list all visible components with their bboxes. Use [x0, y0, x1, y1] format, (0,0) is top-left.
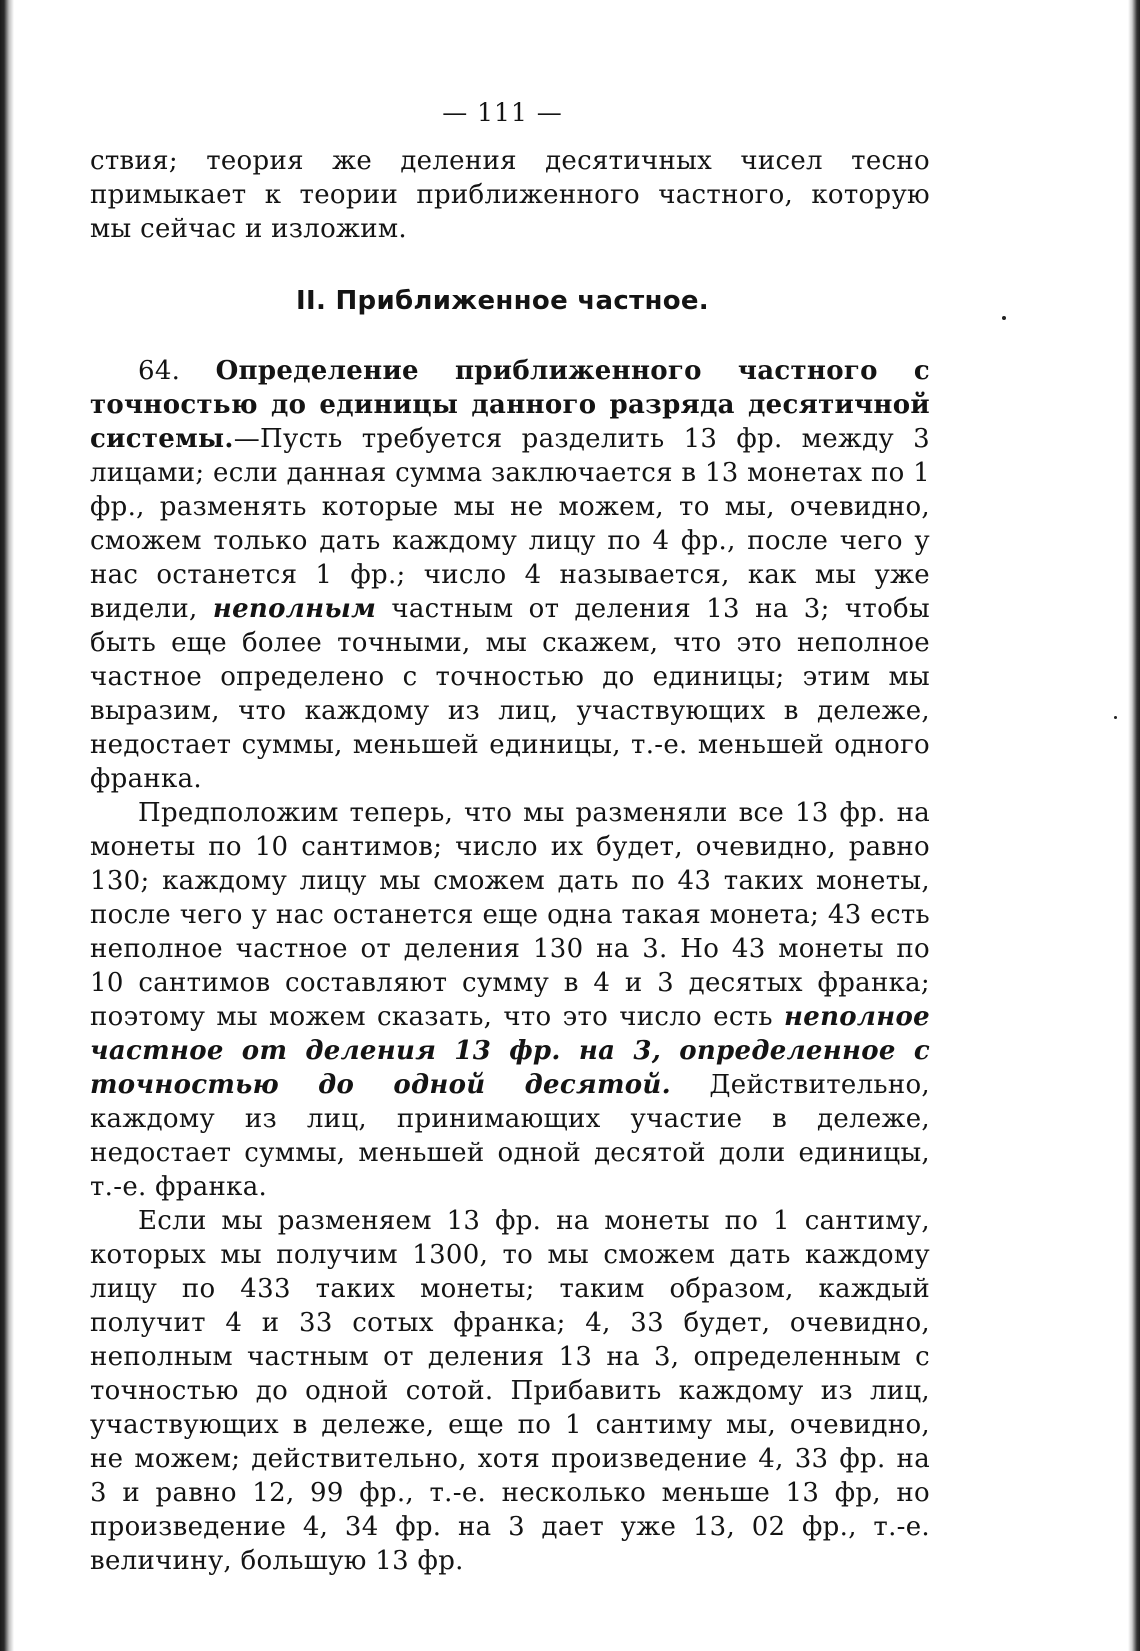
scan-edge-left: [0, 0, 14, 1651]
section-title: II. Приближенное частное.: [296, 286, 709, 316]
scan-speck: [1002, 316, 1006, 320]
section-body: [90, 354, 930, 1578]
paragraph-heading: Определение приближенного частного с точностью до единицы данного разряда десятичной системы.: [90, 356, 930, 454]
intro-paragraph: ствия; теория же деления десятичных чисел тесно примыкает к теории приближенного частного, которую мы сейчас и изложим.: [90, 146, 930, 244]
paragraph-text: Действительно, каждому из лиц, принимающих участие в дележе, недостает суммы, меньшей одной десятой доли единицы, т.-е. франка.: [90, 1070, 930, 1202]
paragraph-number: 64.: [138, 356, 181, 386]
paragraph-64: [90, 354, 930, 796]
emphasis-term: неполным: [212, 594, 377, 624]
emphasis-term: неполное частное от деления 13 фр. на 3, определенное с точностью до одной десятой.: [90, 1002, 930, 1100]
scan-edge-right: [1128, 0, 1140, 1651]
scan-speck: [1114, 716, 1117, 719]
page-number: — 111 —: [442, 98, 563, 127]
paragraph-text: частным от деления 13 на 3; чтобы быть еще более точными, мы скажем, что это неполное частное определено с точностью до единицы; этим мы выразим, что каждому из лиц, участвующих в дележе, недостает суммы, меньшей единицы, т.-е. меньшей одного франка.: [90, 594, 930, 794]
paragraph-tenths: [90, 796, 930, 1204]
paragraph-text: —Пусть требуется разделить 13 фр. между 3 лицами; если данная сумма заключается в 13 монетах по 1 фр., разменять которые мы не можем, то мы, очевидно, сможем только дать каждому лицу по 4 фр., после чего у нас останется 1 фр.; число 4 называется, как мы уже видели,: [90, 424, 930, 624]
paragraph-hundredths: Если мы разменяем 13 фр. на монеты по 1 сантиму, которых мы получим 1300, то мы сможем дать каждому лицу по 433 таких монеты; таким образом, каждый получит 4 и 33 сотых франка; 4, 33 будет, очевидно, неполным частным от деления 13 на 3, определенным с точностью до одной сотой. Прибавить каждому из лиц, участвующих в дележе, еще по 1 сантиму мы, очевидно, не можем; действительно, хотя произведение 4, 33 фр. на 3 и равно 12, 99 фр., т.-е. несколько меньше 13 фр, но произведение 4, 34 фр. на 3 дает уже 13, 02 фр., т.-е. величину, большую 13 фр.: [90, 1206, 930, 1576]
paragraph-text: Предположим теперь, что мы разменяли все 13 фр. на монеты по 10 сантимов; число их будет, очевидно, равно 130; каждому лицу мы сможем дать по 43 таких монеты, после чего у нас останется еще одна такая монета; 43 есть неполное частное от деления 130 на 3. Но 43 монеты по 10 сантимов составляют сумму в 4 и 3 десятых франка; поэтому мы можем сказать, что это число есть: [90, 798, 930, 1032]
